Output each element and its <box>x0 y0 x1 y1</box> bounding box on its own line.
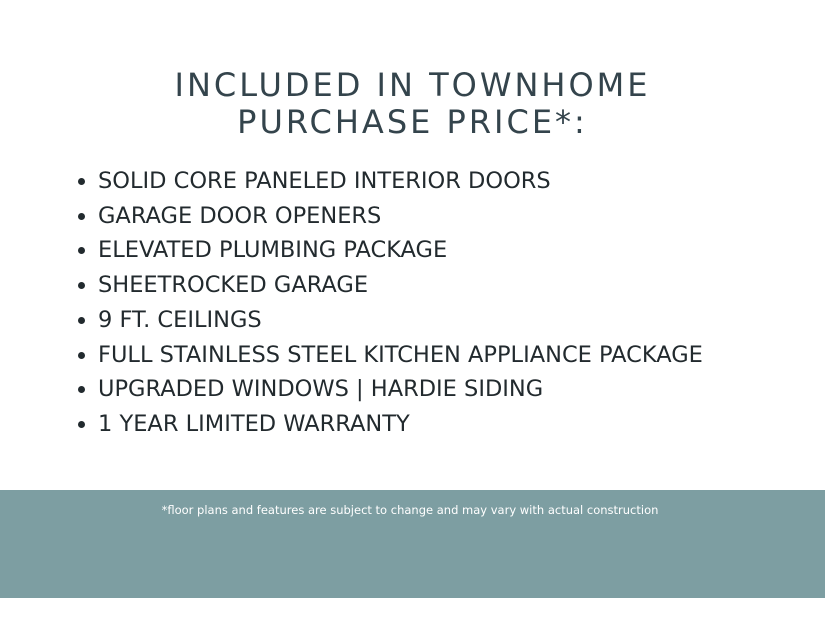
feature-item: 9 FT. CEILINGS <box>76 303 703 338</box>
feature-item: UPGRADED WINDOWS | HARDIE SIDING <box>76 372 703 407</box>
page-title <box>0 67 825 141</box>
feature-item: 1 YEAR LIMITED WARRANTY <box>76 407 703 442</box>
feature-item: SHEETROCKED GARAGE <box>76 268 703 303</box>
feature-list <box>76 164 703 442</box>
footer-band <box>0 490 825 598</box>
title-line-2: PURCHASE PRICE*: <box>237 103 588 142</box>
disclaimer-text: *floor plans and features are subject to change and may vary with actual construction <box>161 503 659 517</box>
feature-item: SOLID CORE PANELED INTERIOR DOORS <box>76 164 703 199</box>
feature-item: FULL STAINLESS STEEL KITCHEN APPLIANCE PACKAGE <box>76 338 703 373</box>
title-line-1: INCLUDED IN TOWNHOME <box>174 66 651 105</box>
feature-item: GARAGE DOOR OPENERS <box>76 199 703 234</box>
feature-item: ELEVATED PLUMBING PACKAGE <box>76 233 703 268</box>
